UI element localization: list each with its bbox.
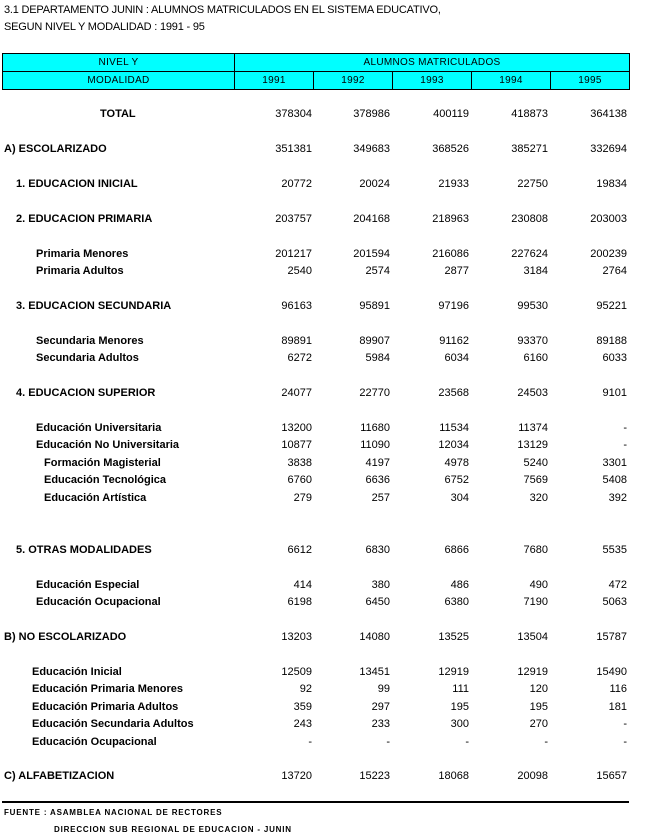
cell-value: 12034: [438, 439, 469, 451]
cell-value: 414: [293, 579, 312, 591]
header-year: 1993: [393, 72, 472, 90]
cell-value: 332694: [590, 143, 627, 155]
cell-value: 20098: [517, 770, 548, 782]
cell-value: 10877: [281, 439, 312, 451]
row-label: Secundaria Menores: [36, 335, 144, 347]
row-label: Secundaria Adultos: [36, 352, 139, 364]
table-row: [0, 544, 648, 558]
row-label: Educación Universitaria: [36, 422, 162, 434]
table-row: [0, 248, 648, 262]
cell-value: 7569: [523, 474, 548, 486]
header-group: ALUMNOS MATRICULADOS: [235, 54, 630, 72]
cell-value: 18068: [438, 770, 469, 782]
cell-value: 6612: [287, 544, 312, 556]
table-row: [0, 631, 648, 645]
cell-value: 2764: [602, 265, 627, 277]
cell-value: 13720: [281, 770, 312, 782]
cell-value: 13200: [281, 422, 312, 434]
cell-value: 12919: [438, 666, 469, 678]
cell-value: 91162: [439, 335, 469, 347]
row-label: Educación Ocupacional: [32, 736, 157, 748]
cell-value: 5408: [602, 474, 627, 486]
header-year: 1992: [314, 72, 393, 90]
cell-value: 392: [608, 492, 627, 504]
table-row: [0, 596, 648, 610]
cell-value: 13451: [359, 666, 390, 678]
cell-value: 216086: [432, 248, 469, 260]
table-row: [0, 213, 648, 227]
cell-value: 201217: [275, 248, 312, 260]
table-row: [0, 178, 648, 192]
row-label: 2. EDUCACION PRIMARIA: [16, 213, 153, 225]
cell-value: 11534: [439, 422, 469, 434]
cell-value: 13129: [517, 439, 548, 451]
cell-value: 24503: [517, 387, 548, 399]
header-nivel-top: NIVEL Y: [3, 54, 235, 72]
cell-value: -: [386, 736, 390, 748]
header-year: 1994: [472, 72, 551, 90]
cell-value: 195: [450, 701, 469, 713]
cell-value: 297: [371, 701, 390, 713]
cell-value: 120: [529, 683, 548, 695]
cell-value: 89188: [596, 335, 627, 347]
cell-value: 6034: [444, 352, 469, 364]
cell-value: 5535: [602, 544, 627, 556]
row-label: 5. OTRAS MODALIDADES: [16, 544, 152, 556]
cell-value: 7680: [523, 544, 548, 556]
table-row: [0, 352, 648, 366]
cell-value: 15787: [596, 631, 627, 643]
table-row: [0, 718, 648, 732]
cell-value: 364138: [590, 108, 627, 120]
cell-value: 12509: [281, 666, 312, 678]
cell-value: 5984: [365, 352, 390, 364]
cell-value: 243: [293, 718, 312, 730]
cell-value: 116: [609, 683, 627, 695]
cell-value: 230808: [511, 213, 548, 225]
row-label: Educación Inicial: [32, 666, 122, 678]
cell-value: 4978: [444, 457, 469, 469]
row-label: Educación Artística: [44, 492, 147, 504]
row-label: A) ESCOLARIZADO: [4, 143, 107, 155]
cell-value: 6198: [287, 596, 312, 608]
cell-value: 378304: [275, 108, 312, 120]
cell-value: 22770: [359, 387, 390, 399]
cell-value: 2877: [444, 265, 469, 277]
cell-value: 4197: [365, 457, 390, 469]
cell-value: 490: [529, 579, 548, 591]
cell-value: 257: [371, 492, 390, 504]
cell-value: 89891: [281, 335, 312, 347]
cell-value: 5240: [523, 457, 548, 469]
cell-value: 14080: [359, 631, 390, 643]
cell-value: 233: [371, 718, 390, 730]
cell-value: 13525: [438, 631, 469, 643]
cell-value: 203757: [275, 213, 312, 225]
row-label: Educación Tecnológica: [44, 474, 167, 486]
row-label: 4. EDUCACION SUPERIOR: [16, 387, 156, 399]
row-label: Educación Secundaria Adultos: [32, 718, 194, 730]
cell-value: 13504: [517, 631, 548, 643]
cell-value: 99: [377, 683, 390, 695]
table-row: [0, 422, 648, 436]
cell-value: 6830: [365, 544, 390, 556]
cell-value: 227624: [511, 248, 548, 260]
cell-value: 95221: [596, 300, 627, 312]
footer-direction: DIRECCION SUB REGIONAL DE EDUCACION - JUNIN: [54, 825, 292, 834]
row-label: Primaria Adultos: [36, 265, 124, 277]
table-row: [0, 701, 648, 715]
row-label: Educación No Universitaria: [36, 439, 180, 451]
row-label: 3. EDUCACION SECUNDARIA: [16, 300, 172, 312]
row-label: B) NO ESCOLARIZADO: [4, 631, 127, 643]
cell-value: 19834: [596, 178, 627, 190]
cell-value: 15223: [359, 770, 390, 782]
table-row: [0, 108, 648, 122]
table-row: [0, 143, 648, 157]
cell-value: 400119: [433, 108, 469, 120]
cell-value: 2574: [365, 265, 390, 277]
cell-value: 385271: [511, 143, 548, 155]
cell-value: 201594: [353, 248, 390, 260]
cell-value: 93370: [517, 335, 548, 347]
header-year: 1995: [551, 72, 630, 90]
cell-value: 20024: [359, 178, 390, 190]
cell-value: 24077: [281, 387, 312, 399]
cell-value: 2540: [287, 265, 312, 277]
cell-value: 380: [371, 579, 390, 591]
cell-value: 359: [293, 701, 312, 713]
row-label: C) ALFABETIZACION: [4, 770, 115, 782]
table-row: [0, 387, 648, 401]
cell-value: 6272: [287, 352, 312, 364]
cell-value: -: [623, 439, 627, 451]
title-line-1: 3.1 DEPARTAMENTO JUNIN : ALUMNOS MATRICULADOS EN EL SISTEMA EDUCATIVO,: [4, 4, 441, 16]
row-label: Educación Primaria Adultos: [32, 701, 179, 713]
row-label: Educación Ocupacional: [36, 596, 161, 608]
footer-divider: [2, 801, 629, 803]
table-row: [0, 492, 648, 506]
cell-value: -: [544, 736, 548, 748]
cell-value: 97196: [438, 300, 469, 312]
row-label: Primaria Menores: [36, 248, 129, 260]
header-year: 1991: [235, 72, 314, 90]
table-row: [0, 474, 648, 488]
row-label: Formación Magisterial: [44, 457, 161, 469]
cell-value: 378986: [353, 108, 390, 120]
cell-value: 300: [450, 718, 469, 730]
cell-value: 6033: [602, 352, 627, 364]
cell-value: 418873: [511, 108, 548, 120]
cell-value: 472: [608, 579, 627, 591]
table-row: [0, 335, 648, 349]
cell-value: 20772: [281, 178, 312, 190]
cell-value: 92: [299, 683, 312, 695]
cell-value: 304: [450, 492, 469, 504]
cell-value: 6160: [523, 352, 548, 364]
cell-value: 95891: [359, 300, 390, 312]
cell-value: 89907: [359, 335, 390, 347]
table-row: [0, 300, 648, 314]
table-row: [0, 736, 648, 750]
cell-value: 12919: [517, 666, 548, 678]
table-row: [0, 457, 648, 471]
cell-value: 3301: [602, 457, 627, 469]
cell-value: 195: [529, 701, 548, 713]
cell-value: 5063: [602, 596, 627, 608]
table-row: [0, 770, 648, 784]
cell-value: 21933: [438, 178, 469, 190]
cell-value: 6866: [444, 544, 469, 556]
cell-value: 7190: [523, 596, 548, 608]
row-label: TOTAL: [100, 108, 136, 120]
cell-value: 320: [529, 492, 548, 504]
cell-value: 6380: [444, 596, 469, 608]
cell-value: 181: [608, 701, 627, 713]
table-row: [0, 579, 648, 593]
cell-value: 6636: [365, 474, 390, 486]
cell-value: 96163: [281, 300, 312, 312]
cell-value: 486: [450, 579, 469, 591]
cell-value: 15490: [596, 666, 627, 678]
cell-value: 11090: [360, 439, 390, 451]
cell-value: 270: [529, 718, 548, 730]
cell-value: 9101: [602, 387, 627, 399]
cell-value: 111: [452, 683, 469, 695]
header-nivel-bottom: MODALIDAD: [3, 72, 235, 90]
cell-value: 351381: [275, 143, 312, 155]
cell-value: 349683: [353, 143, 390, 155]
table-row: [0, 666, 648, 680]
cell-value: 11680: [360, 422, 390, 434]
row-label: Educación Primaria Menores: [32, 683, 183, 695]
cell-value: 15657: [596, 770, 627, 782]
cell-value: 23568: [438, 387, 469, 399]
table-row: [0, 683, 648, 697]
table-row: [0, 265, 648, 279]
cell-value: 22750: [517, 178, 548, 190]
title-line-2: SEGUN NIVEL Y MODALIDAD : 1991 - 95: [4, 21, 205, 33]
cell-value: 3838: [287, 457, 312, 469]
cell-value: 204168: [353, 213, 390, 225]
cell-value: 6450: [365, 596, 390, 608]
footer-source: FUENTE : ASAMBLEA NACIONAL DE RECTORES: [4, 808, 223, 817]
cell-value: -: [308, 736, 312, 748]
cell-value: -: [623, 422, 627, 434]
cell-value: 99530: [517, 300, 548, 312]
cell-value: -: [623, 736, 627, 748]
cell-value: 6752: [444, 474, 469, 486]
table-row: [0, 439, 648, 453]
cell-value: 218963: [432, 213, 469, 225]
cell-value: 203003: [590, 213, 627, 225]
cell-value: 3184: [523, 265, 548, 277]
cell-value: -: [465, 736, 469, 748]
cell-value: 368526: [432, 143, 469, 155]
cell-value: -: [623, 718, 627, 730]
row-label: Educación Especial: [36, 579, 140, 591]
cell-value: 13203: [281, 631, 312, 643]
cell-value: 279: [293, 492, 312, 504]
row-label: 1. EDUCACION INICIAL: [16, 178, 138, 190]
cell-value: 200239: [590, 248, 627, 260]
cell-value: 11374: [518, 422, 548, 434]
cell-value: 6760: [287, 474, 312, 486]
